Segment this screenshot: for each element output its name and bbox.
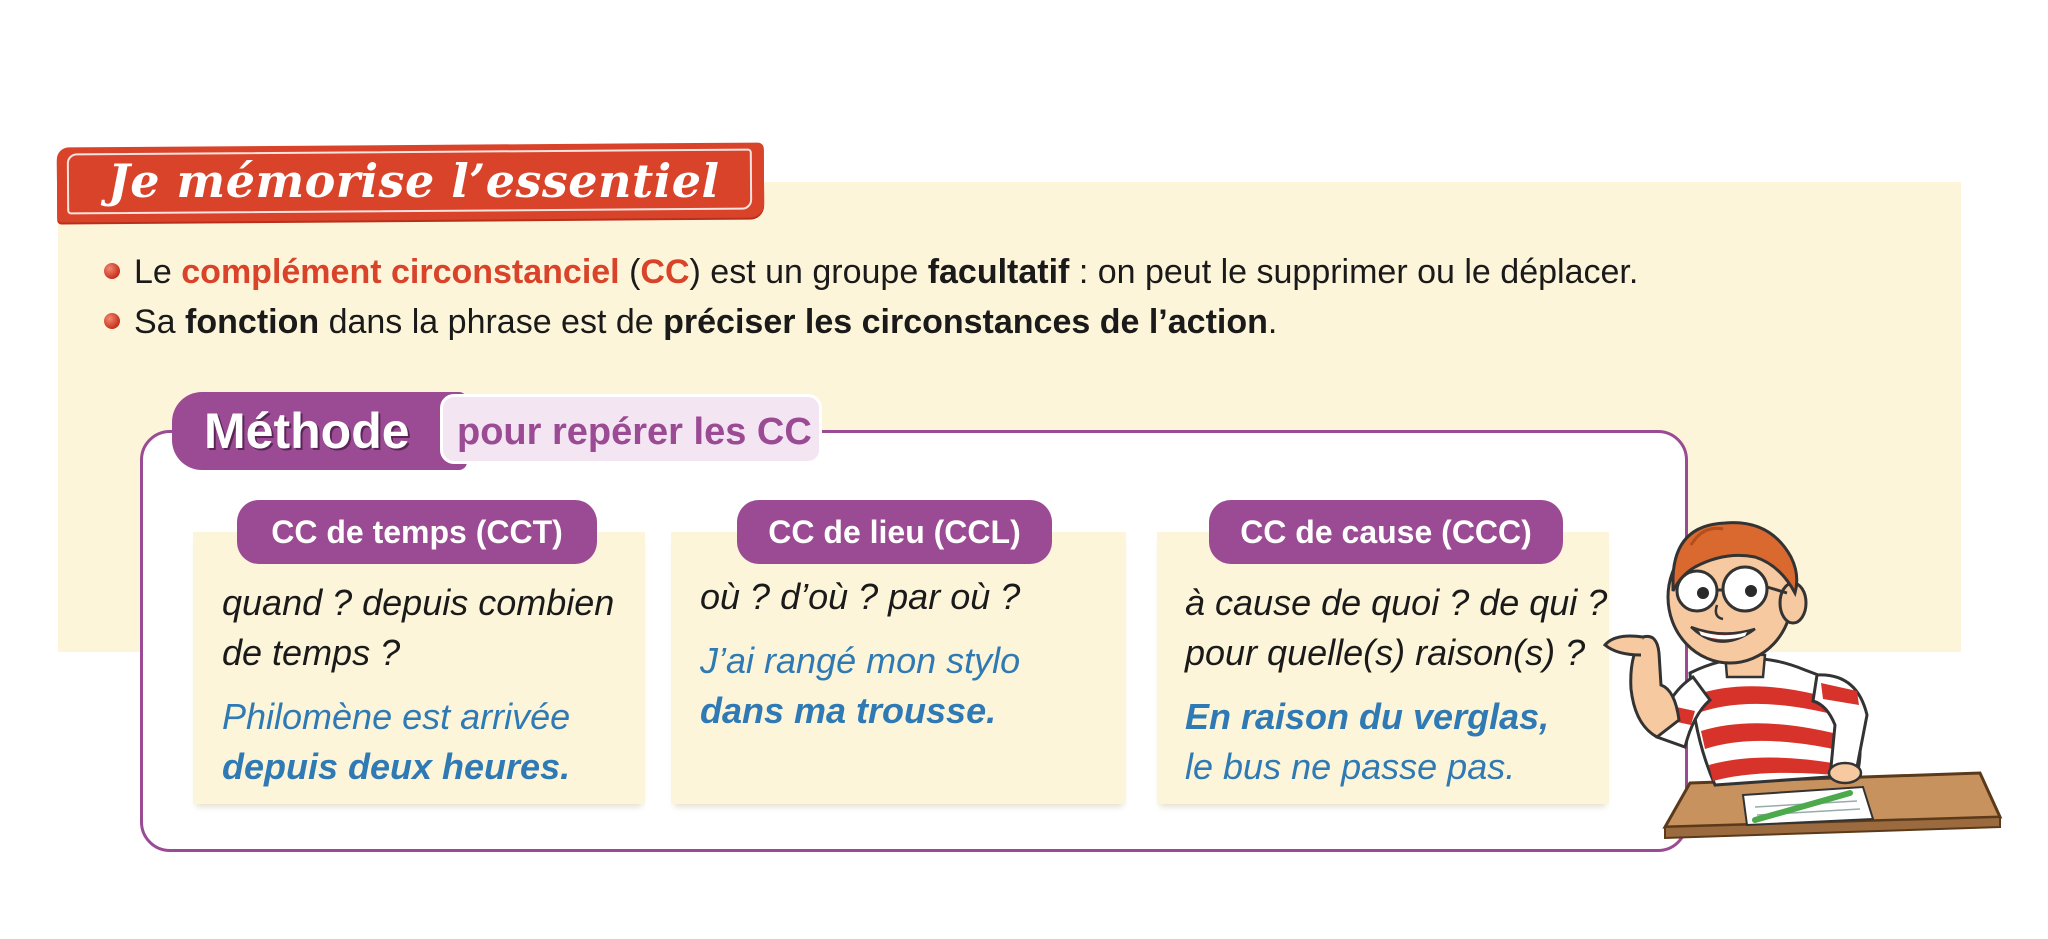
term-facultatif: facultatif (927, 253, 1070, 291)
section-title: Je mémorise l’essentiel (108, 154, 720, 208)
ccl-example-line-1: J’ai rangé mon stylo (700, 640, 1021, 681)
boy-illustration (1595, 505, 2005, 850)
cct-example-cc: depuis deux heures. (222, 746, 571, 787)
label-ccc: CC de cause (CCC) (1209, 500, 1563, 564)
method-title: Méthode (204, 403, 410, 459)
label-cct: CC de temps (CCT) (237, 500, 597, 564)
rule-2: Sa fonction dans la phrase est de préciser les circonstances de l’action. (104, 300, 1277, 344)
label-ccl: CC de lieu (CCL) (737, 500, 1052, 564)
bullet-icon (104, 313, 120, 329)
ccc-example-line-2: le bus ne passe pas. (1185, 746, 1516, 787)
cct-question-line-1: quand ? depuis combien (222, 582, 615, 623)
term-complement-circonstanciel: complément circonstanciel (181, 253, 620, 291)
term-cc: CC (640, 253, 690, 291)
bullet-icon (104, 263, 120, 279)
ccc-question-line-1: à cause de quoi ? de qui ? (1185, 582, 1608, 623)
cct-question-line-2: de temps ? (222, 632, 401, 673)
rule-1: Le complément circonstanciel (CC) est un groupe facultatif : on peut le supprimer ou le déplacer. (104, 250, 1638, 294)
ccc-question-line-2: pour quelle(s) raison(s) ? (1185, 632, 1586, 673)
ccc-example-cc: En raison du verglas, (1185, 696, 1550, 737)
method-subtitle: pour repérer les CC (440, 394, 822, 464)
term-preciser: préciser les circonstances de l’action (663, 303, 1268, 341)
term-fonction: fonction (185, 303, 320, 341)
ccl-question-line-1: où ? d’où ? par où ? (700, 576, 1021, 617)
ccl-example-cc: dans ma trousse. (700, 690, 997, 731)
cct-example-line-1: Philomène est arrivée (222, 696, 571, 737)
